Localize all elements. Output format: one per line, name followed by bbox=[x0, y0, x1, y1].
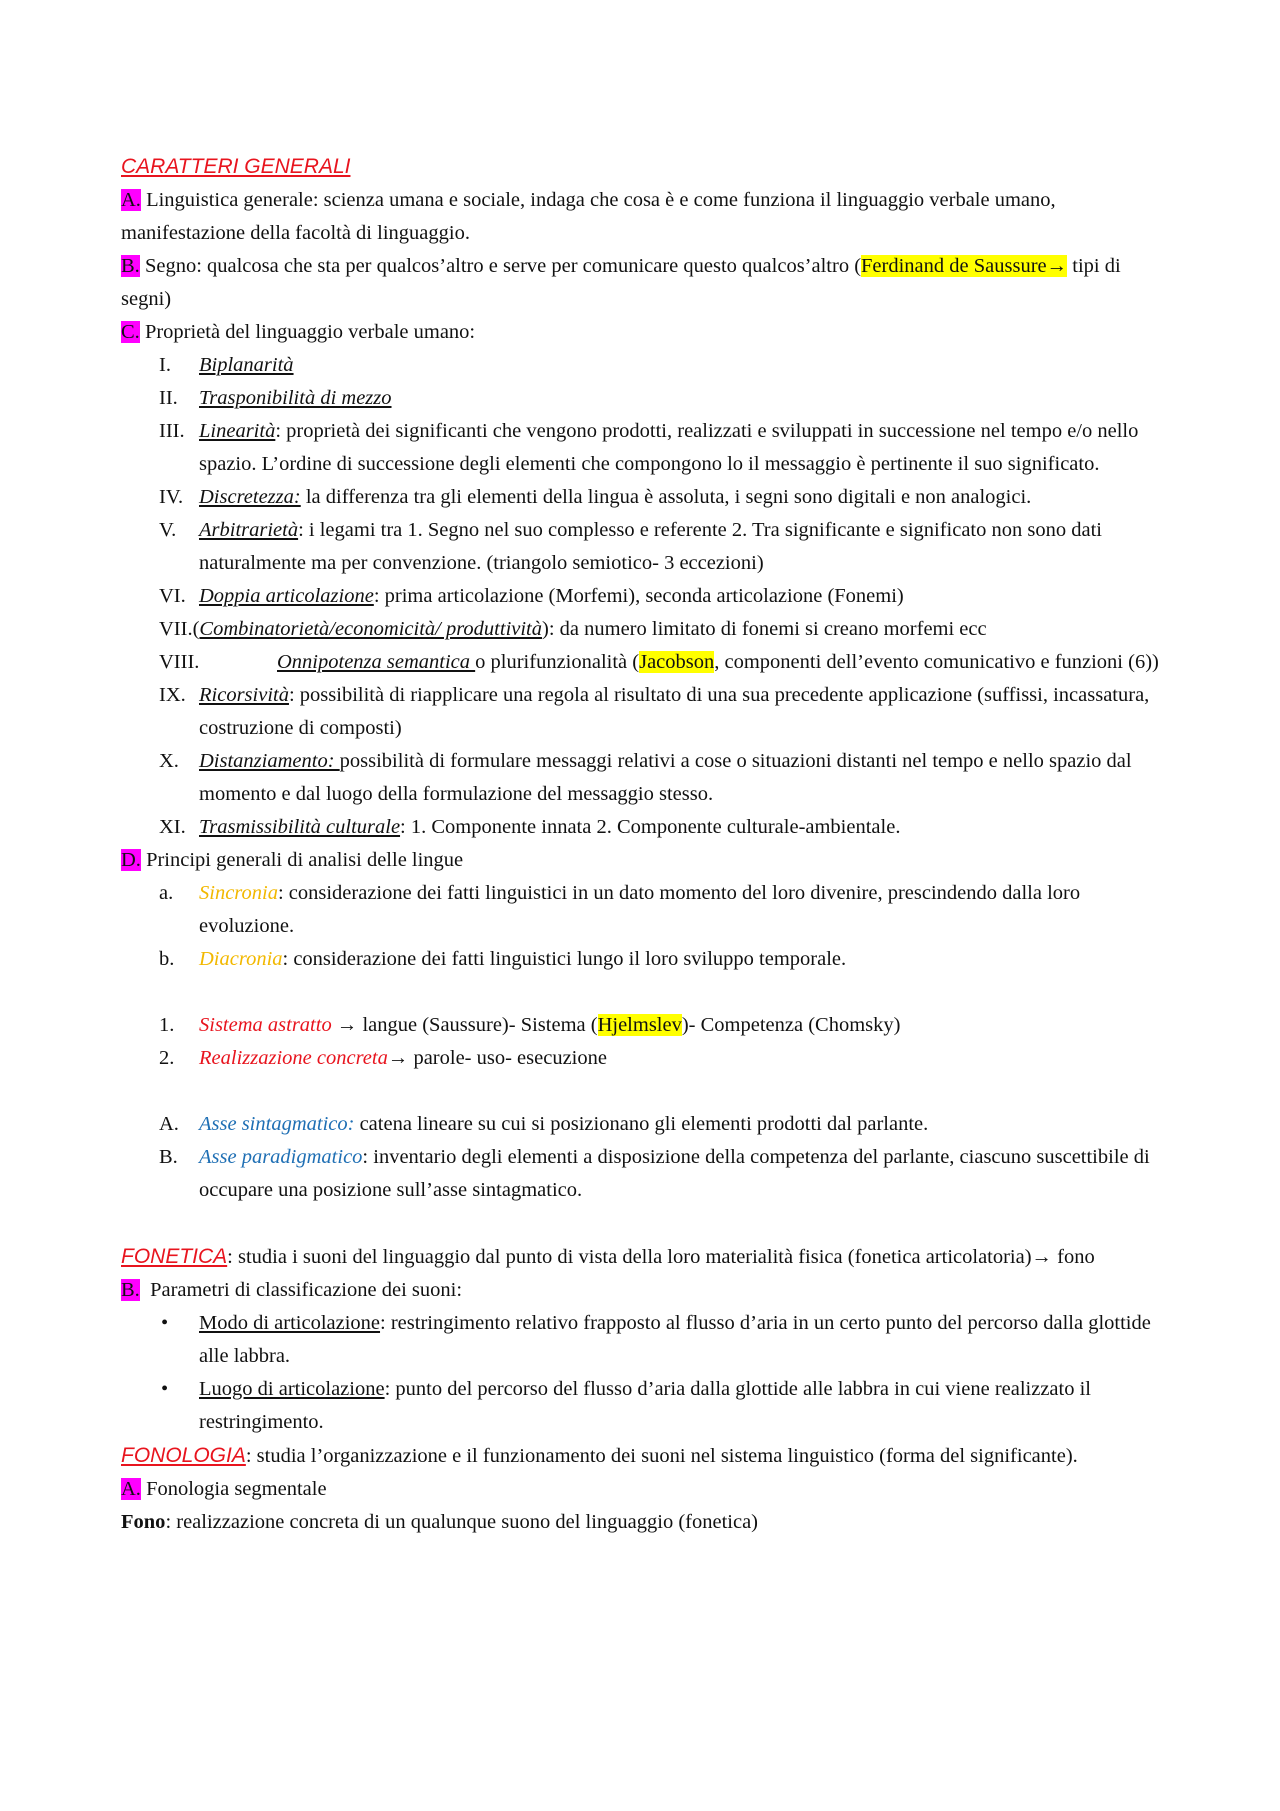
term: Arbitrarietà bbox=[199, 519, 299, 541]
item-text: → parole- uso- esecuzione bbox=[387, 1047, 607, 1069]
term: Trasponibilità di mezzo bbox=[199, 387, 392, 409]
list-item bbox=[121, 679, 1166, 745]
list-item-asse-paradigmatico bbox=[121, 1141, 1166, 1207]
fonetica-point-b bbox=[121, 1274, 1166, 1307]
item-text: la differenza tra gli elementi della lingua è assoluta, i segni sono digitali e non analogici. bbox=[300, 486, 1032, 508]
term: Asse sintagmatico: bbox=[199, 1113, 355, 1135]
list-letter: B. bbox=[159, 1146, 178, 1168]
point-marker: B. bbox=[121, 255, 140, 277]
section-title-fonetica: FONETICA bbox=[121, 1245, 228, 1268]
list-item-diacronia bbox=[121, 943, 1166, 976]
spacer bbox=[121, 1075, 1166, 1108]
list-number: XI. bbox=[159, 816, 186, 838]
section-title-fonologia: FONOLOGIA bbox=[121, 1444, 246, 1467]
bullet-item bbox=[121, 1307, 1166, 1373]
term: Sistema astratto bbox=[199, 1014, 337, 1036]
point-text: Fonologia segmentale bbox=[140, 1478, 327, 1500]
highlighted-text: Jacobson bbox=[639, 651, 715, 673]
term: Sincronia bbox=[199, 882, 278, 904]
list-item-sistema-astratto bbox=[121, 1009, 1166, 1042]
item-text: o plurifunzionalità ( bbox=[475, 651, 640, 673]
item-text: : punto del percorso del flusso d’aria dalla glottide alle labbra in cui viene realizzato il restringimento. bbox=[199, 1378, 1091, 1433]
item-text: )- Competenza (Chomsky) bbox=[681, 1014, 901, 1036]
list-number: 2. bbox=[159, 1047, 175, 1069]
definition-text: : realizzazione concreta di un qualunque suono del linguaggio (fonetica) bbox=[165, 1511, 758, 1533]
paragraph-text: : studia l’organizzazione e il funzionamento dei suoni nel sistema linguistico (forma del significante). bbox=[245, 1445, 1078, 1467]
term: Diacronia bbox=[199, 948, 283, 970]
properties-list bbox=[121, 349, 1166, 844]
point-a bbox=[121, 184, 1166, 250]
list-item bbox=[121, 349, 1166, 382]
point-d bbox=[121, 844, 1166, 877]
list-number: VIII. bbox=[159, 651, 200, 673]
fonetica-paragraph bbox=[121, 1240, 1166, 1274]
term: Distanziamento: bbox=[199, 750, 340, 772]
point-c bbox=[121, 316, 1166, 349]
fono-definition bbox=[121, 1506, 1166, 1539]
item-text: : i legami tra 1. Segno nel suo complesso e referente 2. Tra significante e significato non sono dati naturalmente ma per convenzione. (triangolo semiotico- 3 eccezioni) bbox=[199, 519, 1102, 574]
list-item bbox=[121, 745, 1166, 811]
point-text: Proprietà del linguaggio verbale umano: bbox=[139, 321, 476, 343]
bullet-mark: • bbox=[161, 1378, 169, 1400]
list-number: 1. bbox=[159, 1014, 175, 1036]
point-b bbox=[121, 250, 1166, 316]
item-text: : possibilità di riapplicare una regola al risultato di una sua precedente applicazione (suffissi, incassatura, costruzione di composti) bbox=[199, 684, 1150, 739]
term: Discretezza: bbox=[199, 486, 301, 508]
paragraph-text: : studia i suoni del linguaggio dal punto di vista della loro materialità fisica (fonetica articolatoria)→ fono bbox=[227, 1246, 1095, 1268]
term: Ricorsività bbox=[199, 684, 289, 706]
item-text: : proprietà dei significanti che vengono prodotti, realizzati e sviluppati in successione nel tempo e/o nello spazio. L’ordine di successione degli elementi che compongono lo il messaggio è pertinente il suo significato. bbox=[199, 420, 1139, 475]
list-item-realizzazione-concreta bbox=[121, 1042, 1166, 1075]
item-text: : prima articolazione (Morfemi), seconda articolazione (Fonemi) bbox=[373, 585, 904, 607]
list-item bbox=[121, 415, 1166, 481]
list-number: I. bbox=[159, 354, 171, 376]
term: Trasmissibilità culturale bbox=[199, 816, 401, 838]
list-number: V. bbox=[159, 519, 177, 541]
list-letter: b. bbox=[159, 948, 175, 970]
point-marker: A. bbox=[121, 189, 141, 211]
fonologia-paragraph bbox=[121, 1439, 1166, 1473]
highlighted-text: Hjelmslev bbox=[597, 1014, 682, 1036]
point-text: Linguistica generale: scienza umana e sociale, indaga che cosa è e come funziona il linguaggio verbale umano, manifestazione della facoltà di linguaggio. bbox=[121, 189, 1056, 244]
term: Biplanarità bbox=[199, 354, 294, 376]
term: Asse paradigmatico bbox=[199, 1146, 363, 1168]
item-text: → langue (Saussure)- Sistema ( bbox=[336, 1014, 598, 1036]
fonologia-point-a bbox=[121, 1473, 1166, 1506]
point-text: Parametri di classificazione dei suoni: bbox=[139, 1279, 463, 1301]
list-number: IX. bbox=[159, 684, 186, 706]
point-text: Segno: qualcosa che sta per qualcos’altro e serve per comunicare questo qualcos’altro ( bbox=[139, 255, 862, 277]
list-item bbox=[121, 481, 1166, 514]
item-text: , componenti dell’evento comunicativo e funzioni (6)) bbox=[714, 651, 1159, 673]
item-text: ): da numero limitato di fonemi si creano morfemi ecc bbox=[542, 618, 987, 640]
section-title-caratteri-generali: CARATTERI GENERALI bbox=[121, 155, 351, 178]
list-letter: a. bbox=[159, 882, 174, 904]
item-text: : considerazione dei fatti linguistici lungo il loro sviluppo temporale. bbox=[282, 948, 847, 970]
list-number: II. bbox=[159, 387, 178, 409]
item-text: : considerazione dei fatti linguistici in un dato momento del loro divenire, prescindendo dalla loro evoluzione. bbox=[199, 882, 1081, 937]
point-marker: A. bbox=[121, 1478, 141, 1500]
spacer bbox=[121, 976, 1166, 1009]
highlighted-text: Ferdinand de Saussure→ bbox=[861, 255, 1068, 277]
list-number: X. bbox=[159, 750, 179, 772]
item-text: possibilità di formulare messaggi relativi a cose o situazioni distanti nel tempo e nello spazio dal momento e dal luogo della formulazione del messaggio stesso. bbox=[199, 750, 1132, 805]
bullet-item bbox=[121, 1373, 1166, 1439]
item-text: catena lineare su cui si posizionano gli elementi prodotti dal parlante. bbox=[354, 1113, 929, 1135]
term: Combinatorietà/economicità/ produttività bbox=[199, 618, 543, 640]
list-item bbox=[121, 811, 1166, 844]
bullet-mark: • bbox=[161, 1312, 169, 1334]
term: Linearità bbox=[199, 420, 276, 442]
term: Realizzazione concreta bbox=[199, 1047, 388, 1069]
point-marker: D. bbox=[121, 849, 141, 871]
list-item bbox=[121, 514, 1166, 580]
point-text: Principi generali di analisi delle lingue bbox=[140, 849, 464, 871]
term-bold: Fono bbox=[121, 1511, 166, 1533]
list-item-sincronia bbox=[121, 877, 1166, 943]
list-number: IV. bbox=[159, 486, 184, 508]
spacer bbox=[121, 1207, 1166, 1240]
term: Modo di articolazione bbox=[199, 1312, 381, 1334]
term: Luogo di articolazione bbox=[199, 1378, 385, 1400]
point-marker: B. bbox=[121, 1279, 140, 1301]
section-heading-line bbox=[121, 150, 1166, 184]
list-item bbox=[121, 382, 1166, 415]
item-text: : inventario degli elementi a disposizione della competenza del parlante, ciascuno suscettibile di occupare una posizione sull’asse sintagmatico. bbox=[199, 1146, 1150, 1201]
list-item bbox=[121, 646, 1166, 679]
document-page bbox=[121, 150, 1166, 1539]
item-text: ( bbox=[192, 618, 200, 640]
item-text: : restringimento relativo frapposto al flusso d’aria in un certo punto del percorso dalla glottide alle labbra. bbox=[199, 1312, 1151, 1367]
list-letter: A. bbox=[159, 1113, 179, 1135]
list-number: VII. bbox=[159, 618, 193, 640]
point-text-tail: tipi di segni) bbox=[121, 255, 1121, 310]
term: Onnipotenza semantica bbox=[277, 651, 476, 673]
term: Doppia articolazione bbox=[199, 585, 374, 607]
list-number: VI. bbox=[159, 585, 186, 607]
list-item bbox=[121, 613, 1166, 646]
point-marker: C. bbox=[121, 321, 140, 343]
list-number: III. bbox=[159, 420, 185, 442]
list-item bbox=[121, 580, 1166, 613]
item-text: : 1. Componente innata 2. Componente culturale-ambientale. bbox=[400, 816, 901, 838]
list-item-asse-sintagmatico bbox=[121, 1108, 1166, 1141]
